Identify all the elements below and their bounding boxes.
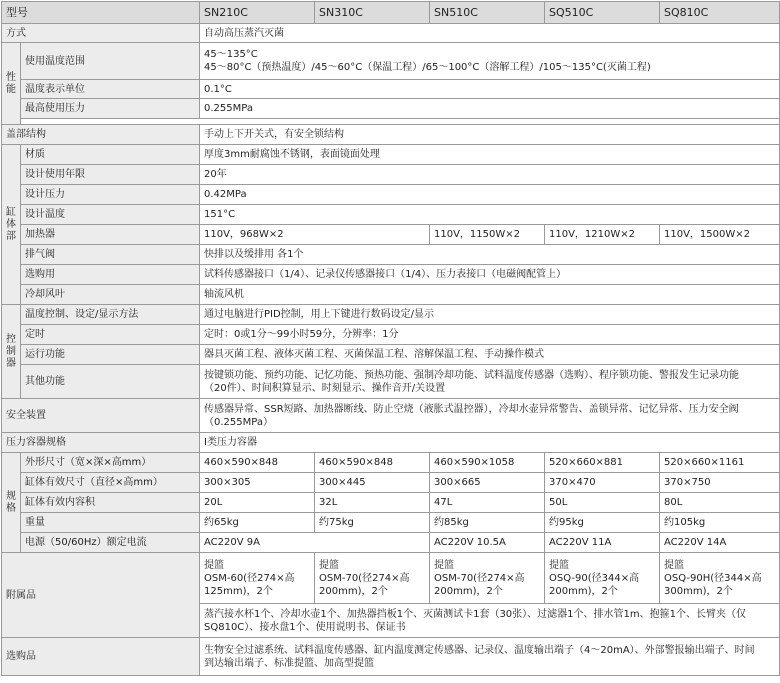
method-row: [2, 24, 780, 43]
fan-value: 轴流风机: [200, 285, 780, 305]
outer-size-cell: 460×590×1058: [430, 453, 545, 473]
timer-row: [2, 325, 780, 345]
heater-value-sn210-310: 110V，968W×2: [200, 225, 430, 245]
outer-size-cell: 460×590×848: [315, 453, 430, 473]
option-port-row: [2, 265, 780, 285]
specs-group: 规格: [2, 453, 21, 553]
basket-cell: 提篮 OSM-70(径274×高 200mm)，2个: [430, 553, 545, 604]
exhaust-row: [2, 245, 780, 265]
optional-row: [2, 638, 780, 676]
volume-cell: 80L: [660, 493, 780, 513]
accessories-common: 蒸汽接水杯1个、冷却水壶1个、加热器挡板1个、灭菌测试卡1套（30张）、过滤器1个、排水管1m、抱箍1个、长臂夹（仅 SQ810C）、接水盘1个、使用说明书、保证书: [200, 604, 780, 638]
temp-control-label: 温度控制、设定/显示方法: [21, 305, 200, 325]
safety-row: [2, 399, 780, 433]
outer-size-cell: 460×590×848: [200, 453, 315, 473]
power-cell: AC220V 14A: [660, 533, 780, 553]
max-pressure-label: 最高使用压力: [21, 99, 200, 119]
weight-label: 重量: [21, 513, 200, 533]
outer-size-label: 外形尺寸（宽×深×高mm）: [21, 453, 200, 473]
spec-table: [1, 1, 780, 676]
exhaust-value: 快排以及缓排用 各1个: [200, 245, 780, 265]
design-life-row: [2, 165, 780, 185]
volume-cell: 47L: [430, 493, 545, 513]
weight-row: [2, 513, 780, 533]
basket-cell: 提篮 OSQ-90H(径344×高 300mm)，2个: [660, 553, 780, 604]
temp-unit-label: 温度表示单位: [21, 80, 200, 99]
safety-value: 传感器异常、SSR短路、加热器断线、防止空烧（液胀式温控器），冷却水壶异常警告、盖锁异常、记忆异常、压力安全阀 （0.255MPa）: [200, 399, 780, 433]
inner-size-cell: 300×305: [200, 473, 315, 493]
heater-value-sq810: 110V，1500W×2: [660, 225, 780, 245]
design-life-value: 20年: [200, 165, 780, 185]
max-pressure-row: [2, 99, 780, 119]
temp-unit-row: [2, 80, 780, 99]
power-cell-sn210-310: AC220V 9A: [200, 533, 430, 553]
fan-label: 冷却风叶: [21, 285, 200, 305]
model-label: 型号: [2, 2, 200, 24]
optional-label: 选购品: [2, 638, 200, 676]
inner-size-cell: 370×750: [660, 473, 780, 493]
design-pressure-value: 0.42MPa: [200, 185, 780, 205]
model-sn210c: SN210C: [200, 2, 315, 24]
weight-cell: 约105kg: [660, 513, 780, 533]
power-label: 电源（50/60Hz）额定电流: [21, 533, 200, 553]
model-sn310c: SN310C: [315, 2, 430, 24]
heater-value-sn510: 110V，1150W×2: [430, 225, 545, 245]
weight-cell: 约75kg: [315, 513, 430, 533]
option-port-label: 选购用: [21, 265, 200, 285]
material-value: 厚度3mm耐腐蚀不锈钢，表面镜面处理: [200, 145, 780, 165]
basket-cell: 提篮 OSM-60(径274×高 125mm)，2个: [200, 553, 315, 604]
inner-size-row: [2, 473, 780, 493]
method-value: 自动高压蒸汽灭菌: [200, 24, 780, 43]
heater-label: 加热器: [21, 225, 200, 245]
temp-range-row: [2, 43, 780, 80]
material-row: [2, 145, 780, 165]
accessory-basket-row: [2, 553, 780, 604]
method-label: 方式: [2, 24, 200, 43]
lid-label: 盖部结构: [2, 125, 200, 145]
heater-row: [2, 225, 780, 245]
design-pressure-label: 设计压力: [21, 185, 200, 205]
accessories-label: 附属品: [2, 553, 200, 638]
power-row: [2, 533, 780, 553]
outer-size-cell: 520×660×881: [545, 453, 660, 473]
design-temp-row: [2, 205, 780, 225]
model-sq510c: SQ510C: [545, 2, 660, 24]
header-row: [2, 2, 780, 24]
weight-cell: 约95kg: [545, 513, 660, 533]
material-label: 材质: [21, 145, 200, 165]
temp-range-value: 45～135°C 45～80°C（预热温度）/45～60°C（保温工程）/65～100°C（溶解工程）/105～135°C(灭菌工程): [200, 43, 780, 80]
temp-control-row: [2, 305, 780, 325]
design-pressure-row: [2, 185, 780, 205]
vessel-class-label: 压力容器规格: [2, 433, 200, 453]
temp-control-value: 通过电脑进行PID控制，用上下键进行数码设定/显示: [200, 305, 780, 325]
safety-label: 安全装置: [2, 399, 200, 433]
volume-cell: 20L: [200, 493, 315, 513]
timer-value: 定时：0或1分～99小时59分，分辨率：1分: [200, 325, 780, 345]
model-sq810c: SQ810C: [660, 2, 780, 24]
inner-size-label: 缸体有效尺寸（直径×高mm）: [21, 473, 200, 493]
temp-range-label: 使用温度范围: [21, 43, 200, 80]
volume-cell: 32L: [315, 493, 430, 513]
temp-unit-value: 0.1°C: [200, 80, 780, 99]
power-cell: AC220V 10.5A: [430, 533, 545, 553]
design-temp-value: 151°C: [200, 205, 780, 225]
vessel-class-row: [2, 433, 780, 453]
basket-cell: 提篮 OSM-70(径274×高 200mm)，2个: [315, 553, 430, 604]
option-port-value: 试料传感器接口（1/4）、记录仪传感器接口（1/4）、压力表接口（电磁阀配管上）: [200, 265, 780, 285]
volume-label: 缸体有效内容积: [21, 493, 200, 513]
fan-row: [2, 285, 780, 305]
other-function-row: [2, 365, 780, 399]
run-function-value: 器具灭菌工程、液体灭菌工程、灭菌保温工程、溶解保温工程、手动操作模式: [200, 345, 780, 365]
vessel-class-value: Ⅰ类压力容器: [200, 433, 780, 453]
power-cell: AC220V 11A: [545, 533, 660, 553]
run-function-row: [2, 345, 780, 365]
heater-value-sq510: 110V，1210W×2: [545, 225, 660, 245]
other-function-value: 按键锁功能、预约功能、记忆功能、预热功能、强制冷却功能、试料温度传感器（选购）、程序锁功能、警报发生记录功能 （20件）、时间积算显示、时刻显示、操作音开/关设置: [200, 365, 780, 399]
optional-value: 生物安全过滤系统、试料温度传感器、缸内温度测定传感器、记录仪、温度输出端子（4～20mA）、外部警报输出端子、时间 到达输出端子、标准提篮、加高型提篮: [200, 638, 780, 676]
timer-label: 定时: [21, 325, 200, 345]
design-life-label: 设计使用年限: [21, 165, 200, 185]
outer-size-cell: 520×660×1161: [660, 453, 780, 473]
outer-size-row: [2, 453, 780, 473]
model-sn510c: SN510C: [430, 2, 545, 24]
inner-size-cell: 370×470: [545, 473, 660, 493]
lid-row: [2, 125, 780, 145]
lid-value: 手动上下开关式，有安全锁结构: [200, 125, 780, 145]
weight-cell: 约65kg: [200, 513, 315, 533]
basket-cell: 提篮 OSQ-90(径344×高 200mm)，2个: [545, 553, 660, 604]
volume-cell: 50L: [545, 493, 660, 513]
inner-size-cell: 300×445: [315, 473, 430, 493]
performance-group: 性能: [2, 43, 21, 125]
other-function-label: 其他功能: [21, 365, 200, 399]
design-temp-label: 设计温度: [21, 205, 200, 225]
weight-cell: 约85kg: [430, 513, 545, 533]
controller-group: 控制器: [2, 305, 21, 399]
vessel-group: 缸体部: [2, 145, 21, 305]
max-pressure-value: 0.255MPa: [200, 99, 780, 119]
inner-size-cell: 300×665: [430, 473, 545, 493]
volume-row: [2, 493, 780, 513]
exhaust-label: 排气阀: [21, 245, 200, 265]
run-function-label: 运行功能: [21, 345, 200, 365]
